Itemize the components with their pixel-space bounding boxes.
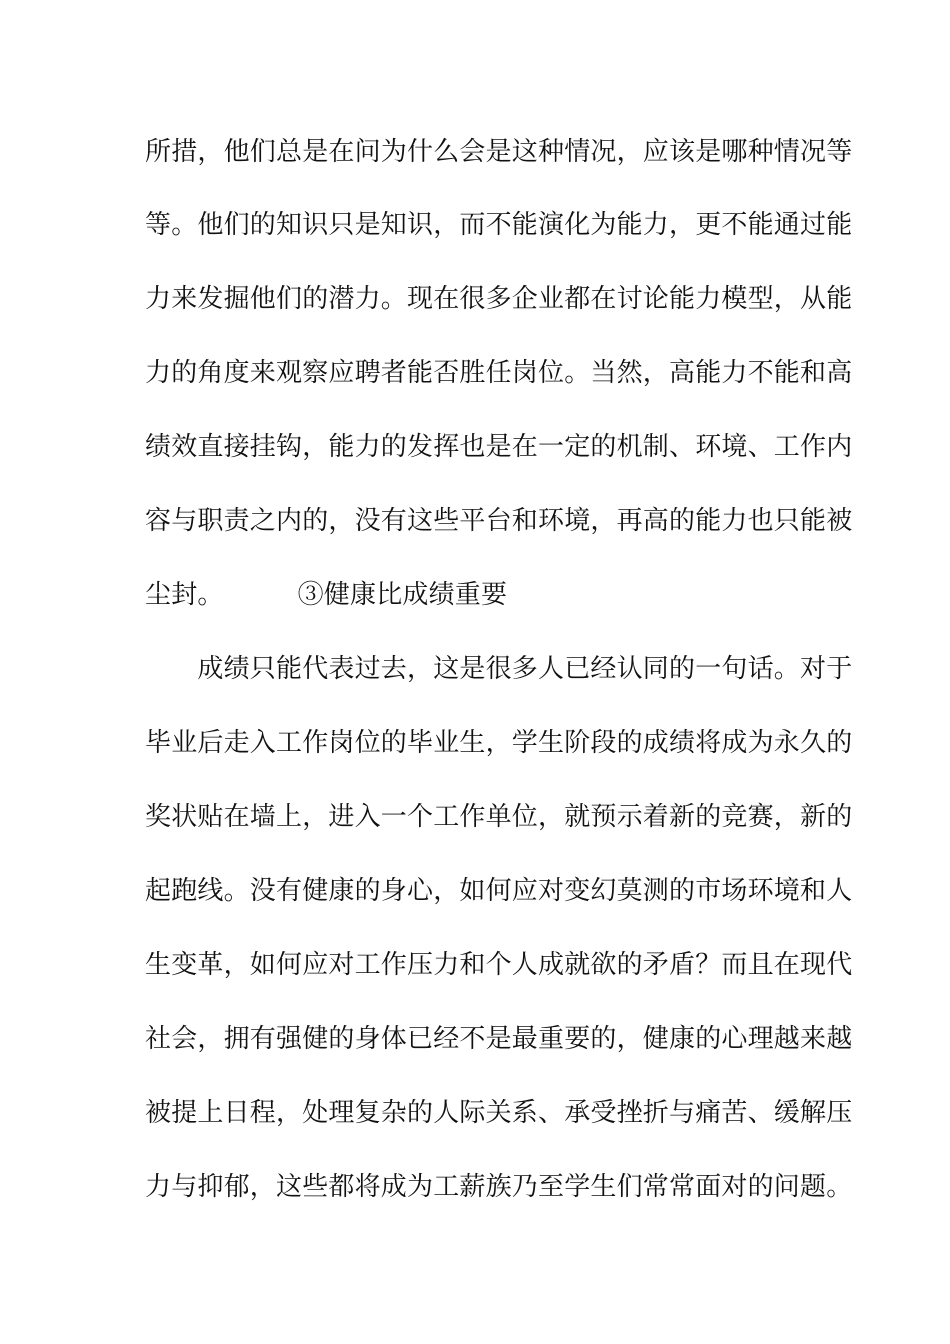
paragraph-line: 力与抑郁，这些都将成为工薪族乃至学生们常常面对的问题。 <box>145 1172 853 1202</box>
text-line: 等。他们的知识只是知识，而不能演化为能力，更不能通过能 <box>145 210 853 240</box>
text-line: 力的角度来观察应聘者能否胜任岗位。当然，高能力不能和高 <box>145 358 853 388</box>
text-line: 绩效直接挂钩，能力的发挥也是在一定的机制、环境、工作内 <box>145 432 853 462</box>
paragraph-line: 起跑线。没有健康的身心，如何应对变幻莫测的市场环境和人 <box>145 876 853 906</box>
text-line: 容与职责之内的，没有这些平台和环境，再高的能力也只能被 <box>145 506 853 536</box>
text-line: 力来发掘他们的潜力。现在很多企业都在讨论能力模型，从能 <box>145 284 853 314</box>
paragraph-line: 成绩只能代表过去，这是很多人已经认同的一句话。对于 <box>145 654 853 684</box>
paragraph-line: 社会，拥有强健的身体已经不是最重要的，健康的心理越来越 <box>145 1024 853 1054</box>
text-line-with-heading <box>145 578 825 612</box>
paragraph-line: 被提上日程，处理复杂的人际关系、承受挫折与痛苦、缓解压 <box>145 1098 853 1128</box>
paragraph-line: 奖状贴在墙上，进入一个工作单位，就预示着新的竞赛，新的 <box>145 802 853 832</box>
text-line-end: 尘封。 <box>145 580 224 610</box>
paragraph-line: 生变革，如何应对工作压力和个人成就欲的矛盾？而且在现代 <box>145 950 853 980</box>
paragraph-line: 毕业后走入工作岗位的毕业生，学生阶段的成绩将成为永久的 <box>145 728 853 758</box>
section-heading: ③健康比成绩重要 <box>297 580 508 610</box>
text-line: 所措，他们总是在问为什么会是这种情况，应该是哪种情况等 <box>145 137 853 167</box>
